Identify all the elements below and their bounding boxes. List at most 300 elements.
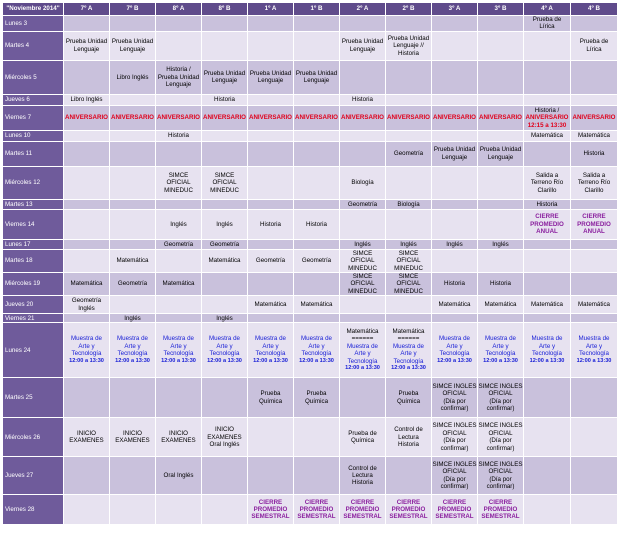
schedule-cell: [156, 314, 202, 323]
schedule-cell: [294, 130, 340, 141]
schedule-cell: [340, 166, 386, 199]
event-text: OFICIAL: [488, 429, 513, 437]
day-label: Lunes 3: [3, 16, 64, 32]
day-label: Lunes 17: [3, 239, 64, 249]
schedule-cell: [202, 105, 248, 130]
event-text: Química: [304, 397, 329, 405]
event-text: 12:00 a 13:30: [253, 357, 288, 364]
schedule-cell: [248, 130, 294, 141]
day-label: Jueves 20: [3, 296, 64, 314]
schedule-cell: [386, 166, 432, 199]
event-text: Prueba Unidad: [249, 69, 292, 77]
event-text: SIMCE OFICIAL: [350, 249, 375, 265]
schedule-cell: [571, 457, 618, 495]
event-text: Matemática: [438, 301, 471, 309]
schedule-cell: [294, 60, 340, 94]
schedule-cell: [571, 94, 618, 105]
day-label: Miércoles 19: [3, 273, 64, 296]
schedule-cell: [248, 16, 294, 32]
schedule-cell: [524, 60, 571, 94]
event-text: Lenguaje: [119, 45, 146, 53]
schedule-cell: [248, 239, 294, 249]
event-text: 12:00 a 13:30: [437, 357, 472, 364]
event-text: Matemática: [254, 301, 287, 309]
schedule-cell: [202, 209, 248, 239]
schedule-cell: [202, 249, 248, 272]
schedule-cell: [432, 130, 478, 141]
day-row: [3, 105, 618, 130]
schedule-cell: [571, 296, 618, 314]
schedule-cell: [248, 273, 294, 296]
event-text: Arte y: [262, 342, 279, 350]
event-text: Prueba Unidad: [295, 69, 338, 77]
schedule-cell: [248, 94, 294, 105]
schedule-cell: [524, 457, 571, 495]
schedule-cell: [64, 209, 110, 239]
class-column-header: 7º A: [64, 3, 110, 16]
schedule-cell: [248, 249, 294, 272]
day-row: [3, 209, 618, 239]
event-text: Geometría: [71, 297, 102, 305]
event-text: Lenguaje //: [393, 42, 424, 50]
event-text: Arte y: [446, 342, 463, 350]
event-text: Historia: [398, 49, 419, 57]
schedule-cell: [340, 239, 386, 249]
event-text: Salida a: [582, 171, 606, 179]
schedule-cell: [571, 166, 618, 199]
schedule-cell: [571, 141, 618, 166]
event-text: Clarillo: [584, 186, 604, 194]
calendar-body: [3, 16, 618, 525]
day-label: Martes 25: [3, 378, 64, 418]
day-label: Miércoles 5: [3, 60, 64, 94]
event-text: OFICIAL: [442, 468, 467, 476]
event-text: MINEDUC: [210, 186, 239, 194]
schedule-cell: [294, 209, 340, 239]
schedule-cell: [432, 457, 478, 495]
event-text: SIMCE INGLES: [478, 422, 523, 430]
schedule-cell: [294, 105, 340, 130]
schedule-cell: [386, 94, 432, 105]
schedule-cell: [340, 141, 386, 166]
schedule-cell: [294, 495, 340, 525]
day-row: [3, 418, 618, 457]
day-label: Martes 4: [3, 31, 64, 60]
schedule-cell: [64, 105, 110, 130]
event-text: Historia: [306, 220, 327, 228]
event-text: Tecnología: [255, 350, 286, 358]
event-text: ANUAL: [536, 228, 558, 236]
event-text: Prueba Unidad: [387, 34, 430, 42]
schedule-cell: [524, 94, 571, 105]
schedule-cell: [294, 378, 340, 418]
event-text: 12:00 a 13:30: [576, 357, 612, 364]
schedule-cell: [110, 141, 156, 166]
schedule-cell: [110, 323, 156, 378]
event-text: Matemática: [531, 301, 563, 309]
event-text: Inglés: [400, 240, 417, 248]
event-text: Tecnología: [579, 350, 609, 358]
month-header: "Noviembre 2014": [3, 3, 64, 16]
schedule-cell: [156, 60, 202, 94]
schedule-cell: [478, 239, 524, 249]
schedule-cell: [248, 495, 294, 525]
event-text: ANUAL: [583, 228, 605, 236]
event-text: Geometría: [209, 240, 240, 248]
schedule-cell: [524, 418, 571, 457]
event-text: Muestra de: [209, 335, 240, 343]
event-text: CIERRE: [304, 498, 329, 506]
event-text: ANIVERSARIO: [157, 114, 200, 122]
event-text: (Día por: [443, 397, 466, 405]
schedule-cell: [478, 249, 524, 272]
schedule-cell: [524, 199, 571, 209]
event-text: Prueba Unidad: [479, 146, 522, 154]
event-text: Prueba Unidad: [203, 69, 246, 77]
event-text: (Día por: [489, 397, 512, 405]
event-text: CIERRE: [488, 498, 513, 506]
schedule-cell: [248, 199, 294, 209]
event-text: SIMCE OFICIAL: [350, 273, 375, 288]
event-text: Prueba: [398, 390, 419, 398]
event-text: Lírica: [539, 23, 555, 31]
schedule-cell: [294, 457, 340, 495]
day-row: [3, 296, 618, 314]
schedule-cell: [524, 273, 571, 296]
schedule-cell: [571, 60, 618, 94]
event-text: Arte y: [354, 350, 371, 358]
event-text: (Día por: [489, 437, 512, 445]
event-text: Biología: [397, 200, 420, 208]
event-text: Tecnología: [532, 350, 562, 358]
event-text: EXAMENES: [207, 433, 242, 441]
schedule-cell: [571, 31, 618, 60]
event-text: (Día por: [489, 475, 512, 483]
schedule-cell: [156, 378, 202, 418]
schedule-cell: [386, 209, 432, 239]
schedule-cell: [386, 16, 432, 32]
schedule-cell: [478, 130, 524, 141]
class-column-header: 7º B: [110, 3, 156, 16]
schedule-cell: [478, 31, 524, 60]
event-text: PROMEDIO: [391, 506, 426, 514]
event-text: Muestra de: [347, 342, 378, 350]
event-text: Terreno Río: [577, 179, 611, 187]
schedule-cell: [571, 16, 618, 32]
event-text: Arte y: [400, 350, 417, 358]
schedule-cell: [340, 418, 386, 457]
event-text: Inglés: [354, 240, 371, 248]
event-text: SEMESTRAL: [435, 513, 474, 521]
schedule-cell: [64, 130, 110, 141]
class-column-header: 1º B: [294, 3, 340, 16]
event-text: EXAMENES: [161, 437, 196, 445]
schedule-cell: [156, 130, 202, 141]
event-text: Química: [258, 397, 283, 405]
schedule-cell: [432, 31, 478, 60]
event-text: Tecnología: [71, 350, 102, 358]
event-text: confirmar): [486, 483, 515, 491]
schedule-cell: [64, 273, 110, 296]
event-text: confirmar): [440, 444, 469, 452]
event-text: MINEDUC: [348, 287, 377, 295]
schedule-cell: [432, 249, 478, 272]
schedule-cell: [340, 60, 386, 94]
event-text: CIERRE: [396, 498, 421, 506]
schedule-cell: [386, 60, 432, 94]
header-row: [3, 3, 618, 16]
schedule-cell: [478, 199, 524, 209]
schedule-cell: [248, 418, 294, 457]
schedule-cell: [478, 16, 524, 32]
event-text: Tecnología: [301, 350, 332, 358]
day-label: Jueves 27: [3, 457, 64, 495]
schedule-cell: [110, 130, 156, 141]
event-text: Geometría: [117, 280, 148, 288]
schedule-cell: [386, 457, 432, 495]
event-text: Arte y: [216, 342, 233, 350]
event-text: Libro Inglés: [116, 73, 149, 81]
event-text: SIMCE INGLES: [432, 460, 477, 468]
event-text: ANIVERSARIO: [203, 114, 246, 122]
event-text: 12:15 a 13:30: [527, 121, 567, 129]
event-text: Prueba: [260, 390, 281, 398]
schedule-cell: [110, 457, 156, 495]
schedule-cell: [340, 94, 386, 105]
schedule-cell: [571, 378, 618, 418]
schedule-cell: [524, 16, 571, 32]
schedule-cell: [202, 457, 248, 495]
schedule-cell: [340, 16, 386, 32]
schedule-cell: [110, 16, 156, 32]
schedule-cell: [156, 495, 202, 525]
day-row: [3, 457, 618, 495]
event-text: 12:00 a 13:30: [69, 357, 104, 364]
event-text: MINEDUC: [348, 264, 377, 272]
schedule-cell: [432, 418, 478, 457]
event-text: EXAMENES: [69, 437, 104, 445]
event-text: Lectura: [352, 472, 373, 480]
schedule-cell: [110, 105, 156, 130]
event-text: Prueba Unidad: [157, 73, 200, 81]
schedule-cell: [156, 273, 202, 296]
schedule-cell: [110, 378, 156, 418]
schedule-cell: [202, 323, 248, 378]
day-label: Martes 13: [3, 199, 64, 209]
event-text: Historia /: [166, 66, 191, 74]
schedule-cell: [524, 378, 571, 418]
event-text: Química: [396, 397, 421, 405]
event-text: Geometría: [163, 240, 194, 248]
class-column-header: 1º A: [248, 3, 294, 16]
class-column-header: 3º A: [432, 3, 478, 16]
event-text: Matemática: [162, 280, 195, 288]
event-text: OFICIAL: [488, 390, 513, 398]
schedule-cell: [340, 495, 386, 525]
schedule-cell: [432, 60, 478, 94]
event-text: SIMCE OFICIAL: [212, 171, 237, 187]
event-text: SEMESTRAL: [251, 513, 290, 521]
schedule-cell: [432, 166, 478, 199]
event-text: 12:00 a 13:30: [391, 365, 426, 372]
schedule-cell: [340, 273, 386, 296]
event-text: confirmar): [486, 405, 515, 413]
event-text: INICIO: [123, 429, 142, 437]
event-text: Tecnología: [347, 357, 378, 365]
schedule-cell: [294, 323, 340, 378]
schedule-cell: [386, 495, 432, 525]
day-label: Viernes 28: [3, 495, 64, 525]
event-text: Arte y: [492, 342, 509, 350]
day-row: [3, 495, 618, 525]
event-text: 12:00 a 13:30: [207, 357, 242, 364]
event-text: Matemática: [70, 280, 103, 288]
schedule-cell: [202, 60, 248, 94]
event-text: ANIVERSARIO: [249, 114, 292, 122]
schedule-cell: [386, 105, 432, 130]
event-text: Lenguaje: [487, 153, 514, 161]
schedule-cell: [110, 199, 156, 209]
schedule-cell: [432, 94, 478, 105]
day-row: [3, 16, 618, 32]
event-text: Lenguaje: [441, 153, 468, 161]
schedule-cell: [340, 323, 386, 378]
day-row: [3, 273, 618, 296]
day-label: Martes 11: [3, 141, 64, 166]
event-text: (Día por: [443, 437, 466, 445]
schedule-cell: [478, 296, 524, 314]
day-row: [3, 60, 618, 94]
event-text: confirmar): [440, 405, 469, 413]
schedule-cell: [294, 166, 340, 199]
event-text: Geometría: [301, 257, 332, 265]
event-text: INICIO: [169, 429, 188, 437]
event-text: PROMEDIO: [253, 506, 288, 514]
event-text: confirmar): [486, 444, 515, 452]
schedule-cell: [248, 60, 294, 94]
day-row: [3, 378, 618, 418]
event-text: Tecnología: [209, 350, 240, 358]
schedule-cell: [248, 209, 294, 239]
event-text: Tecnología: [485, 350, 516, 358]
event-text: Arte y: [308, 342, 325, 350]
schedule-cell: [524, 166, 571, 199]
schedule-cell: [524, 141, 571, 166]
event-text: PROMEDIO: [483, 506, 518, 514]
event-text: ANIVERSARIO: [387, 114, 430, 122]
schedule-cell: [202, 199, 248, 209]
schedule-cell: [64, 31, 110, 60]
event-text: Salida a: [535, 171, 559, 179]
event-text: Historia: [490, 280, 511, 288]
schedule-cell: [340, 378, 386, 418]
schedule-cell: [524, 314, 571, 323]
schedule-cell: [386, 130, 432, 141]
day-row: [3, 141, 618, 166]
day-label: Viernes 14: [3, 209, 64, 239]
schedule-cell: [110, 239, 156, 249]
schedule-cell: [64, 249, 110, 272]
schedule-cell: [294, 314, 340, 323]
schedule-cell: [386, 418, 432, 457]
event-text: Prueba: [306, 390, 327, 398]
event-text: Control de: [394, 426, 423, 434]
event-text: Arte y: [124, 342, 141, 350]
event-text: Clarillo: [537, 186, 557, 194]
event-text: MINEDUC: [164, 186, 193, 194]
schedule-cell: [110, 94, 156, 105]
schedule-cell: [524, 239, 571, 249]
schedule-cell: [110, 296, 156, 314]
schedule-cell: [478, 141, 524, 166]
schedule-cell: [294, 199, 340, 209]
day-row: [3, 31, 618, 60]
schedule-cell: [64, 378, 110, 418]
schedule-cell: [478, 314, 524, 323]
event-text: 12:00 a 13:30: [115, 357, 150, 364]
event-text: Historia: [583, 150, 605, 158]
day-row: [3, 199, 618, 209]
event-text: ======: [351, 335, 374, 343]
schedule-cell: [386, 239, 432, 249]
schedule-cell: [110, 273, 156, 296]
event-text: 12:00 a 13:30: [345, 365, 380, 372]
schedule-cell: [294, 94, 340, 105]
schedule-cell: [110, 418, 156, 457]
schedule-cell: [524, 130, 571, 141]
schedule-cell: [524, 31, 571, 60]
schedule-cell: [156, 105, 202, 130]
day-label: Jueves 6: [3, 94, 64, 105]
schedule-cell: [248, 166, 294, 199]
event-text: Matemática: [484, 301, 517, 309]
schedule-cell: [478, 105, 524, 130]
schedule-cell: [478, 273, 524, 296]
schedule-cell: [432, 495, 478, 525]
event-text: Libro Inglés: [70, 96, 103, 104]
schedule-cell: [432, 209, 478, 239]
schedule-cell: [432, 239, 478, 249]
schedule-cell: [386, 273, 432, 296]
event-text: Oral Inglés: [209, 440, 240, 448]
schedule-cell: [432, 141, 478, 166]
schedule-cell: [248, 296, 294, 314]
schedule-cell: [156, 323, 202, 378]
event-text: Muestra de: [163, 335, 194, 343]
schedule-cell: [202, 166, 248, 199]
class-column-header: 4º B: [571, 3, 618, 16]
schedule-cell: [386, 378, 432, 418]
schedule-cell: [386, 141, 432, 166]
schedule-cell: [156, 457, 202, 495]
schedule-cell: [202, 418, 248, 457]
calendar-table: [2, 2, 618, 525]
event-text: ANIVERSARIO: [572, 114, 616, 122]
schedule-cell: [202, 273, 248, 296]
schedule-cell: [432, 323, 478, 378]
event-text: Historia: [536, 200, 558, 208]
schedule-cell: [478, 209, 524, 239]
event-text: Muestra de: [301, 335, 332, 343]
schedule-cell: [110, 495, 156, 525]
schedule-cell: [110, 209, 156, 239]
event-text: Inglés: [216, 314, 233, 322]
schedule-cell: [571, 199, 618, 209]
schedule-cell: [294, 16, 340, 32]
event-text: 12:00 a 13:30: [299, 357, 334, 364]
schedule-cell: [340, 314, 386, 323]
event-text: Historia: [260, 220, 281, 228]
